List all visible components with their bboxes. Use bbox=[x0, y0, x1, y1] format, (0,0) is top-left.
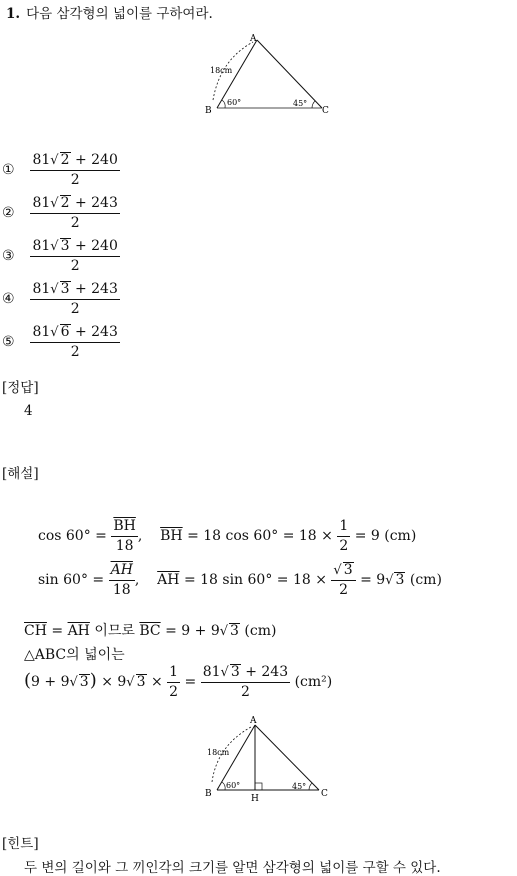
side-ab-label: 18cm bbox=[207, 748, 230, 757]
question-number: 1. bbox=[6, 6, 21, 22]
answer-value: 4 bbox=[24, 403, 33, 419]
explanation-line-area: (9 + 9√ 3) × 9√ 3 × $\frac{1}{2}$ = $\frac{81√ 3 + 243}{2}$ (cm²) bbox=[24, 664, 333, 700]
question-title bbox=[6, 2, 213, 22]
triangle-with-height-figure bbox=[195, 712, 335, 807]
option-1[interactable]: ① $\frac{81√ 2 + 240}{2}$ bbox=[2, 152, 118, 188]
angle-c-label: 45° bbox=[293, 99, 308, 108]
hint-text: 두 변의 길이와 그 끼인각의 크기를 알면 삼각형의 넓이를 구할 수 있다. bbox=[24, 860, 441, 876]
vertex-b-label: B bbox=[205, 106, 212, 116]
vertex-a-label: A bbox=[250, 716, 257, 726]
option-mark: ⑤ bbox=[2, 334, 15, 350]
option-5[interactable]: ⑤ $\frac{81√ 6 + 243}{2}$ bbox=[2, 324, 118, 360]
vertex-a-label: A bbox=[250, 34, 257, 44]
explanation-line-area-intro: △ABC의 넓이는 bbox=[24, 647, 125, 663]
option-2[interactable]: ② $\frac{81√ 2 + 243}{2}$ bbox=[2, 195, 118, 231]
explanation-line-ch: $\overline{CH} = \overline{AH}$ 이므로 $\overline{BC} = 9 + 9√$ 3 (cm) bbox=[24, 623, 277, 639]
question-text: 다음 삼각형의 넓이를 구하여라. bbox=[26, 6, 213, 22]
option-mark: ② bbox=[2, 205, 15, 221]
option-mark: ③ bbox=[2, 248, 15, 264]
explanation-label: [해설] bbox=[2, 466, 39, 482]
side-ab-label: 18cm bbox=[210, 66, 233, 75]
explanation-line-sin: sin 60° = $\frac{\overline{AH}}{18}$ , $\overline{AH} = 18$ sin 60° = 18 × $\frac{√ 3}{2}$ = 9√ 3 (cm) bbox=[38, 562, 442, 598]
explanation-line-cos: cos 60° = $\frac{\overline{BH}}{18}$ , $\overline{BH} = 18$ cos 60° = 18 × $\frac{1}{2}$ = 9 (cm) bbox=[38, 518, 417, 554]
vertex-c-label: C bbox=[322, 106, 329, 116]
hint-label: [힌트] bbox=[2, 836, 39, 852]
answer-label: [정답] bbox=[2, 380, 39, 396]
option-mark: ① bbox=[2, 162, 15, 178]
option-4[interactable]: ④ $\frac{81√ 3 + 243}{2}$ bbox=[2, 281, 118, 317]
option-mark: ④ bbox=[2, 291, 15, 307]
angle-b-label: 60° bbox=[227, 98, 242, 107]
option-3[interactable]: ③ $\frac{81√ 3 + 240}{2}$ bbox=[2, 238, 118, 274]
angle-c-label: 45° bbox=[292, 782, 307, 791]
vertex-b-label: B bbox=[205, 789, 212, 799]
vertex-c-label: C bbox=[321, 789, 328, 799]
angle-b-label: 60° bbox=[226, 781, 241, 790]
vertex-h-label: H bbox=[251, 794, 259, 804]
triangle-figure bbox=[195, 30, 335, 120]
